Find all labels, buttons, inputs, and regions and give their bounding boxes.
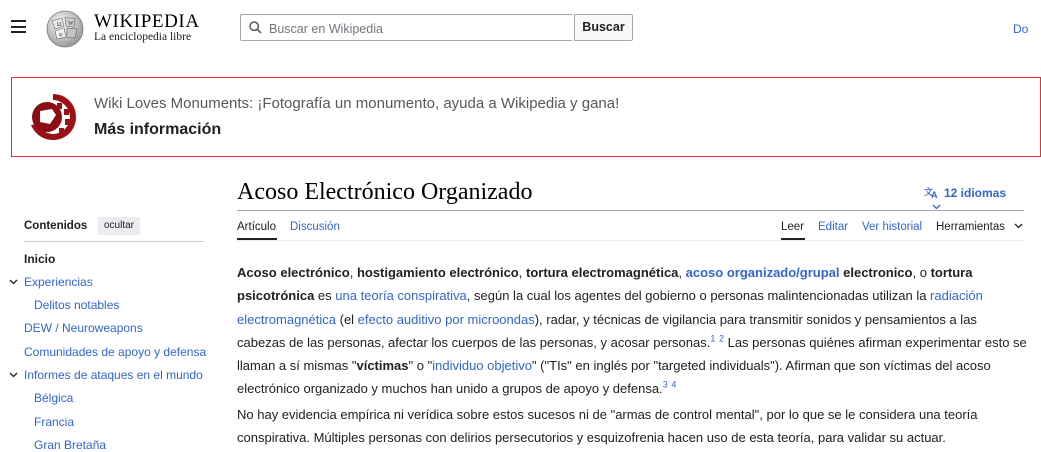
toc-item-delitos-notables[interactable]: Delitos notables	[34, 298, 120, 312]
chevron-down-icon[interactable]	[9, 372, 18, 378]
tools-menu[interactable]	[936, 221, 1023, 233]
site-header	[0, 0, 1029, 58]
toc-divider	[24, 241, 204, 242]
svg-text:A: A	[931, 190, 938, 200]
article-paragraph-1	[237, 261, 1027, 401]
search-icon	[249, 21, 262, 34]
text: " o "	[408, 358, 433, 374]
toc-item-inicio[interactable]: Inicio	[24, 252, 56, 266]
reference-1[interactable]: 1	[710, 333, 716, 344]
reference-4[interactable]: 4	[671, 380, 677, 391]
text: es	[314, 288, 336, 304]
translate-icon	[924, 186, 939, 199]
toc-item-francia[interactable]: Francia	[34, 415, 75, 429]
svg-text:W: W	[68, 21, 74, 27]
wikipedia-globe-logo[interactable]	[44, 9, 86, 49]
svg-text:ψ: ψ	[59, 32, 63, 38]
search-input[interactable]	[267, 19, 561, 39]
chevron-down-icon[interactable]	[9, 279, 18, 285]
search-button[interactable]: Buscar	[574, 14, 633, 41]
tab-leer[interactable]: Leer	[781, 221, 805, 233]
main-menu-button[interactable]	[11, 20, 26, 33]
text: (el	[336, 311, 358, 327]
link-radiacion-electromagnetica[interactable]: radiación electromagnética	[237, 288, 983, 327]
svg-text:Ω: Ω	[57, 22, 62, 28]
text: , según la cual los agentes del gobierno o personas malintencionadas utilizan la	[466, 288, 931, 304]
bold-term: electronico	[839, 265, 913, 280]
toc-item-gran-bretana[interactable]: Gran Bretaña	[34, 438, 107, 452]
bold-term: víctimas	[356, 358, 409, 374]
tabs-divider	[237, 240, 1024, 241]
toc-title: Contenidos	[24, 220, 88, 232]
wiki-loves-monuments-banner	[11, 77, 1041, 157]
toc-hide-button[interactable]: ocultar	[98, 217, 140, 235]
link-acoso-organizado[interactable]: acoso organizado/grupal	[685, 265, 840, 280]
link-individuo-objetivo[interactable]: individuo objetivo	[432, 358, 532, 374]
banner-message: Wiki Loves Monuments: ¡Fotografía un monumento, ayuda a Wikipedia y gana!	[94, 95, 620, 112]
toc-item-comunidades[interactable]: Comunidades de apoyo y defensa	[24, 345, 207, 359]
text: ), radar, y técnicas de vigilancia para transmitir sonidos y pensamientos a las cabezas de las personas, afectar los cuerpos de las personas, y acosar personas.	[237, 311, 977, 350]
text: Las personas quiénes afirman experimentar esto se llaman a sí mismas "	[237, 334, 1027, 374]
svg-text:文: 文	[924, 187, 934, 197]
wiki-loves-monuments-logo	[26, 91, 80, 143]
bold-term: hostigamiento electrónico	[356, 265, 519, 280]
article-paragraph-2: No hay evidencia empírica ni verídica sobre estos sucesos ni de "armas de control mental", por lo que se le considera una teoría conspirativa. Múltiples personas con delirios persecutorios y esquizofrenia hacen uso de esta teoría, para validar su actuar.	[237, 407, 978, 446]
text: " ("TIs" en inglés por "targeted individuals"). Afirman que son víctimas del acoso electrónico organizado y muchos han unido a grupos de apoyo y defensa.	[237, 358, 991, 397]
bold-term: tortura psicotrónica	[237, 265, 973, 304]
title-divider	[237, 210, 1024, 211]
text: ,	[349, 265, 357, 280]
toc-item-belgica[interactable]: Bélgica	[34, 391, 74, 405]
bold-term: Acoso electrónico	[237, 265, 350, 280]
chevron-down-icon	[1014, 223, 1023, 229]
search-box	[240, 14, 572, 41]
page-title: Acoso Electrónico Organizado	[237, 179, 533, 205]
link-efecto-auditivo[interactable]: efecto auditivo por microondas	[357, 311, 535, 327]
language-count: 12 idiomas	[944, 186, 1007, 200]
toc-item-dew-neuroweapons[interactable]: DEW / Neuroweapons	[24, 321, 143, 335]
reference-3[interactable]: 3	[662, 380, 668, 391]
tab-articulo[interactable]: Artículo	[237, 221, 276, 233]
wikipedia-wordmark[interactable]: WIKIPEDIA	[94, 11, 200, 32]
tab-ver-historial[interactable]: Ver historial	[862, 221, 923, 233]
banner-more-info-link[interactable]: Más información	[94, 121, 222, 138]
tab-discusion[interactable]: Discusión	[290, 221, 340, 233]
reference-2[interactable]: 2	[718, 333, 724, 344]
toc-item-informes[interactable]: Informes de ataques en el mundo	[24, 368, 203, 382]
text: ,	[678, 265, 686, 280]
tools-label: Herramientas	[936, 221, 1006, 233]
toc-item-experiencias[interactable]: Experiencias	[24, 275, 93, 289]
link-teoria-conspirativa[interactable]: una teoría conspirativa	[335, 288, 467, 304]
bold-term: tortura electromagnética	[525, 265, 679, 280]
text: ,	[518, 265, 526, 280]
tab-editar[interactable]: Editar	[818, 221, 849, 233]
wikipedia-tagline: La enciclopedia libre	[94, 31, 192, 43]
text: , o	[912, 265, 931, 280]
header-user-link[interactable]: Do	[1013, 22, 1029, 36]
